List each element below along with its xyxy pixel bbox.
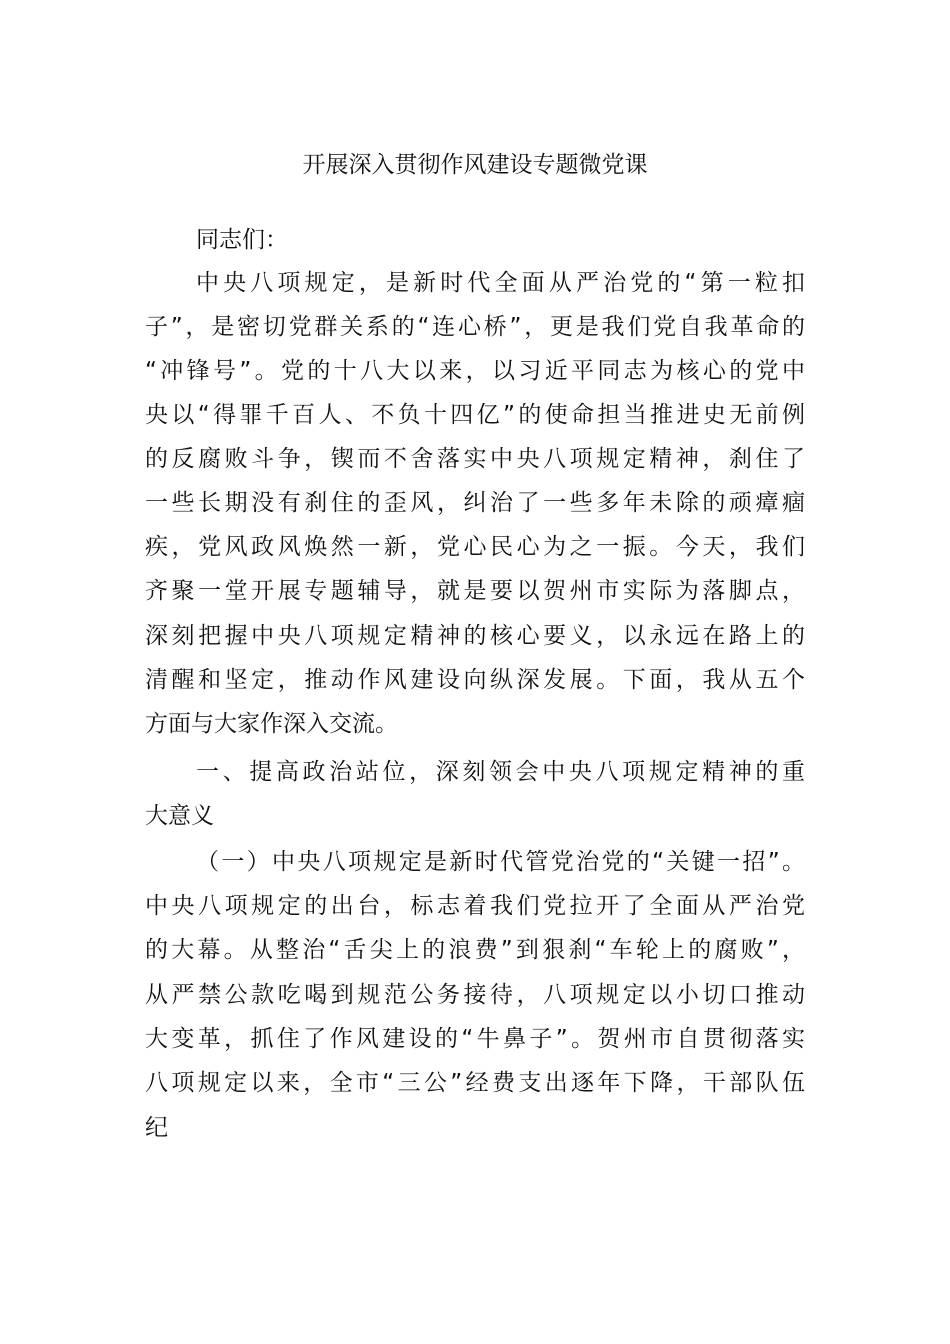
text-line: 中央八项规定的出台，标志着我们党拉开了全面从严治党 <box>145 893 805 919</box>
text-line: 疾，党风政风焕然一新，党心民心为之一振。今天，我们 <box>145 534 805 560</box>
text-line: 齐聚一堂开展专题辅导，就是要以贺州市实际为落脚点， <box>145 578 805 604</box>
text-line: 子”，是密切党群关系的“连心桥”，更是我们党自我革命的 <box>145 314 805 340</box>
text-line: 同志们： <box>196 227 288 253</box>
document-title: 开展深入贯彻作风建设专题微党课 <box>302 152 648 178</box>
text-line: 中央八项规定，是新时代全面从严治党的“第一粒扣 <box>196 270 805 296</box>
text-line: （一）中央八项规定是新时代管党治党的“关键一招”。 <box>196 849 805 875</box>
text-line: 清醒和坚定，推动作风建设向纵深发展。下面，我从五个 <box>145 667 805 693</box>
text-line: 从严禁公款吃喝到规范公务接待，八项规定以小切口推动 <box>145 982 805 1008</box>
text-line: 的反腐败斗争，锲而不舍落实中央八项规定精神，刹住了 <box>145 446 805 472</box>
text-line: 纪 <box>145 1115 168 1141</box>
text-line: 一、提高政治站位，深刻领会中央八项规定精神的重 <box>196 759 805 785</box>
text-line: 一些长期没有刹住的歪风，纠治了一些多年未除的顽瘴痼 <box>145 490 805 516</box>
text-line: 的大幕。从整治“舌尖上的浪费”到狠刹“车轮上的腐败”， <box>145 937 805 963</box>
text-line: 八项规定以来，全市“三公”经费支出逐年下降，干部队伍 <box>145 1070 805 1096</box>
text-line: 深刻把握中央八项规定精神的核心要义，以永远在路上的 <box>145 623 805 649</box>
text-line: 大变革，抓住了作风建设的“牛鼻子”。贺州市自贯彻落实 <box>145 1026 805 1052</box>
text-line: “冲锋号”。党的十八大以来，以习近平同志为核心的党中 <box>145 358 805 384</box>
text-line: 央以“得罪千百人、不负十四亿”的使命担当推进史无前例 <box>145 402 805 428</box>
text-line: 大意义 <box>145 803 214 829</box>
text-line: 方面与大家作深入交流。 <box>145 711 398 737</box>
